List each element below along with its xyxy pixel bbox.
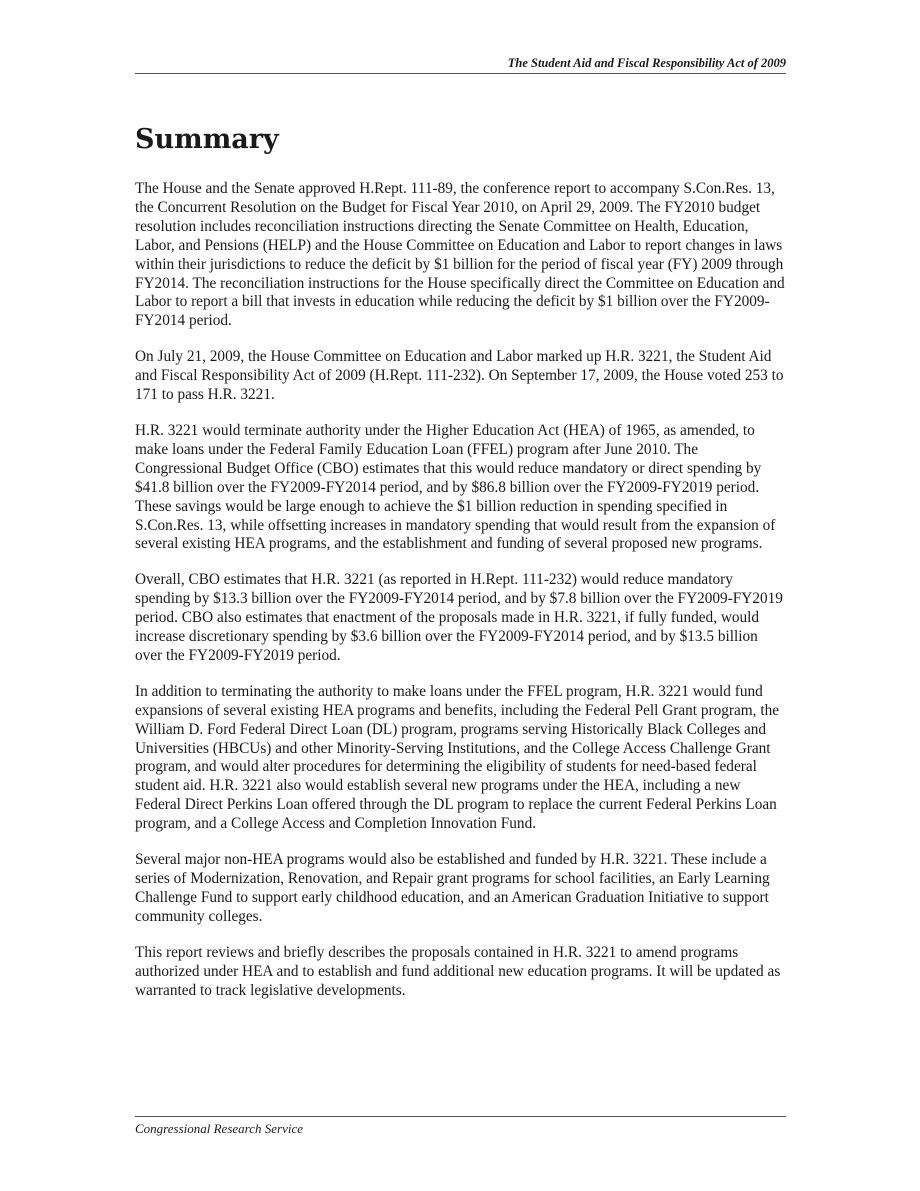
summary-paragraph: This report reviews and briefly describes the proposals contained in H.R. 3221 to amend programs authorized under HEA and to establish and fund additional new education programs. It will be updated as warranted to track legislative developments. [135, 943, 781, 999]
summary-paragraph: On July 21, 2009, the House Committee on Education and Labor marked up H.R. 3221, the Student Aid and Fiscal Responsibility Act of 2009 (H.Rept. 111-232). On September 17, 2009, the House voted 253 to 171 to pass H.R. 3221. [135, 348, 784, 404]
summary-paragraph: In addition to terminating the authority to make loans under the FFEL program, H.R. 3221 would fund expansions of several existing HEA programs and benefits, including the Federal Pell Grant program, the William D. Ford Federal Direct Loan (DL) program, programs serving Historically Black Colleges and Universities (HBCUs) and other Minority-Serving Institutions, and the College Access Challenge Grant program, and would alter procedures for determining the eligibility of students for need-based federal student aid. H.R. 3221 also would establish several new programs under the HEA, including a new Federal Direct Perkins Loan offered through the DL program to replace the current Federal Perkins Loan program, and a College Access and Completion Innovation Fund. [135, 682, 780, 833]
summary-body [135, 180, 786, 1017]
page-title: Summary [135, 124, 279, 155]
running-header: The Student Aid and Fiscal Responsibility Act of 2009 [507, 56, 786, 70]
summary-paragraph: H.R. 3221 would terminate authority under the Higher Education Act (HEA) of 1965, as amended, to make loans under the Federal Family Education Loan (FFEL) program after June 2010. The Congressional Budget Office (CBO) estimates that this would reduce mandatory or direct spending by $41.8 billion over the FY2009-FY2014 period, and by $86.8 billion over the FY2009-FY2019 period. These savings would be large enough to achieve the $1 billion reduction in spending specified in S.Con.Res. 13, while offsetting increases in mandatory spending that would result from the expansion of several existing HEA programs, and the establishment and funding of several proposed new programs. [135, 421, 776, 553]
header-divider [135, 73, 786, 74]
footer-organization: Congressional Research Service [135, 1121, 303, 1136]
summary-paragraph: The House and the Senate approved H.Rept. 111-89, the conference report to accompany S.Con.Res. 13, the Concurrent Resolution on the Budget for Fiscal Year 2010, on April 29, 2009. The FY2010 budget resolution includes reconciliation instructions directing the Senate Committee on Health, Education, Labor, and Pensions (HELP) and the House Committee on Education and Labor to report changes in laws within their jurisdictions to reduce the deficit by $1 billion for the period of fiscal year (FY) 2009 through FY2014. The reconciliation instructions for the House specifically direct the Committee on Education and Labor to report a bill that invests in education while reducing the deficit by $1 billion over the FY2009-FY2014 period. [135, 180, 785, 330]
summary-paragraph: Several major non-HEA programs would also be established and funded by H.R. 3221. These include a series of Modernization, Renovation, and Repair grant programs for school facilities, an Early Learning Challenge Fund to support early childhood education, and an American Graduation Initiative to support community colleges. [135, 851, 770, 925]
footer-divider [135, 1116, 786, 1117]
summary-paragraph: Overall, CBO estimates that H.R. 3221 (as reported in H.Rept. 111-232) would reduce mandatory spending by $13.3 billion over the FY2009-FY2014 period, and by $7.8 billion over the FY2009-FY2019 period. CBO also estimates that enactment of the proposals made in H.R. 3221, if fully funded, would increase discretionary spending by $3.6 billion over the FY2009-FY2014 period, and by $13.5 billion over the FY2009-FY2019 period. [135, 571, 783, 664]
